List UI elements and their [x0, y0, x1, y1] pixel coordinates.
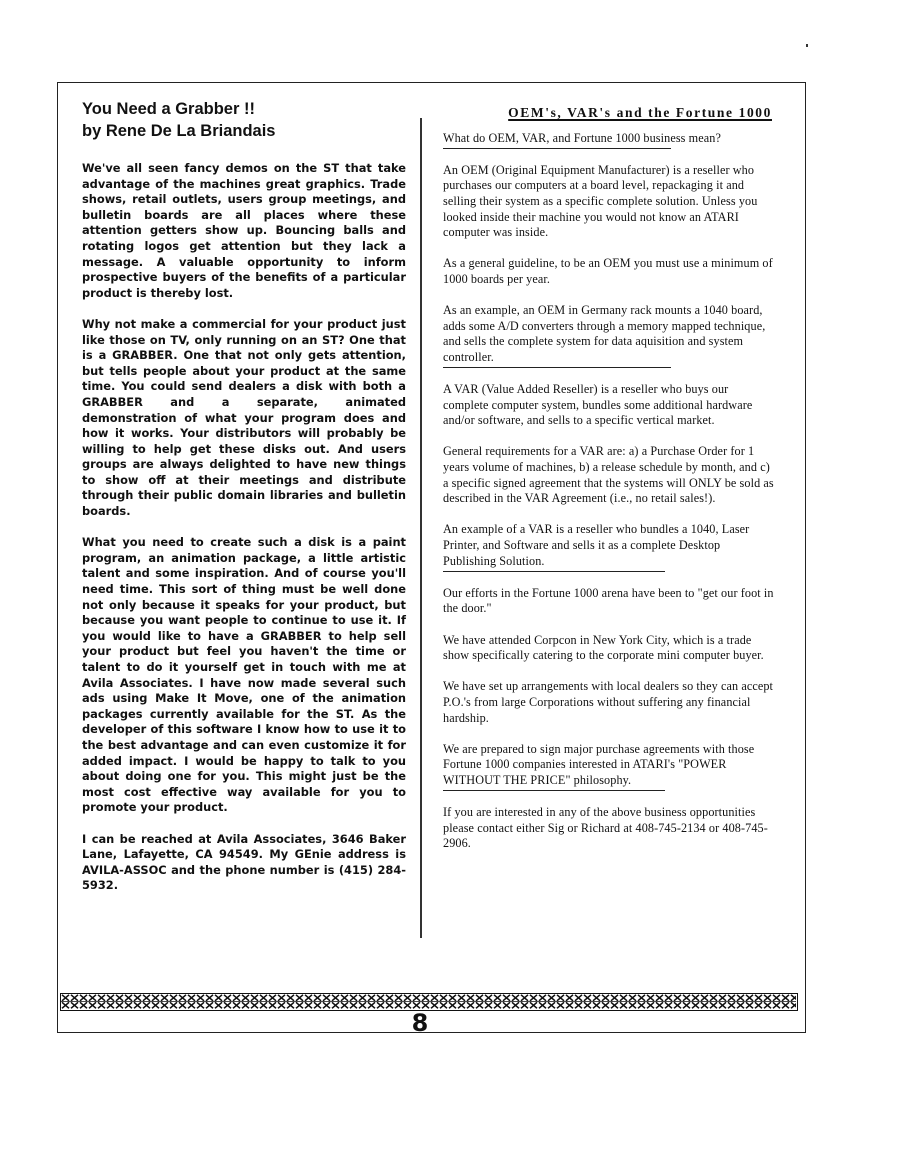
left-article-title: You Need a Grabber !!: [82, 100, 255, 118]
right-paragraph-7: An example of a VAR is a reseller who bundles a 1040, Laser Printer, and Software and sells it as a complete Desktop Publishing Solution.: [443, 522, 750, 568]
right-paragraph-2: An OEM (Original Equipment Manufacturer) is a reseller who purchases our computers at a board level, repackaging it and selling their system as a specific complete solution. Unless you looked inside their machine you would not know an ATARI computer was inside.: [443, 162, 758, 240]
right-article: [443, 105, 776, 868]
left-paragraph-3: What you need to create such a disk is a paint program, an animation package, a little artistic talent and some inspiration. And of course you'll need time. This sort of thing must be well done not only because it speaks for your product, but because you want people to continue to use it. If you would like to have a GRABBER to help sell your product but feel you haven't the time or talent to do it yourself get in touch with me at Avila Associates. I have now made several such ads using Make It Move, one of the animation packages currently available for the ST. As the developer of this software I know how to use it to the best advantage and can even customize it for added impact. I would be happy to talk to you about doing one for you. This might just be the most cost effective way available for you to promote your product.: [82, 535, 406, 815]
left-paragraph-4: I can be reached at Avila Associates, 3646 Baker Lane, Lafayette, CA 94549. My GEnie address is AVILA-ASSOC and the phone number is (415) 284-5932.: [82, 831, 406, 893]
right-paragraph-3: As a general guideline, to be an OEM you must use a minimum of 1000 boards per year.: [443, 256, 773, 286]
page-number: 8: [411, 1009, 429, 1037]
right-paragraph-9: We have attended Corpcon in New York City, which is a trade show specifically catering to the corporate mini computer buyer.: [443, 632, 764, 663]
section-rule: [443, 790, 665, 791]
left-article-byline: by Rene De La Briandais: [82, 122, 276, 140]
decorative-border: [60, 993, 798, 1011]
left-paragraph-2: Why not make a commercial for your product just like those on TV, only running on an ST? One that is a GRABBER. One that not only gets attention, but tells people about your product at the same time. You could send dealers a disk with both a GRABBER and a separate, animated demonstration of what your program does and how it works. Your distributors will probably be willing to help get these disks out. And users groups are always delighted to have new things to show off at their meetings and distribute through their public domain libraries and bulletin boards.: [82, 316, 406, 519]
right-paragraph-11: We are prepared to sign major purchase agreements with those Fortune 1000 companies interested in ATARI's "POWER WITHOUT THE PRICE" philosophy.: [443, 741, 755, 787]
section-rule: [443, 148, 671, 149]
left-paragraph-1: We've all seen fancy demos on the ST that take advantage of the machines great graphics. Trade shows, retail outlets, users group meetings, and bulletin boards are all places where these attention getters show up. Bouncing balls and rotating logos get attention but they lack a message. A valuable opportunity to inform prospective buyers of the benefits of a particular product is thereby lost.: [82, 161, 406, 300]
right-paragraph-8: Our efforts in the Fortune 1000 arena have been to "get our foot in the door.": [443, 585, 774, 616]
right-paragraph-12: If you are interested in any of the above business opportunities please contact either Sig or Richard at 408-745-2134 or 408-745-2906.: [443, 805, 768, 851]
right-paragraph-6: General requirements for a VAR are: a) a Purchase Order for 1 years volume of machines, b) a release schedule by month, and c) a specific signed agreement that the systems will ONLY be sold as described in the VAR Agreement (i.e., no retail sales!).: [443, 444, 774, 506]
right-paragraph-5: A VAR (Value Added Reseller) is a reseller who buys our complete computer system, bundles some additional hardware and/or software, and sells to a specific vertical market.: [443, 382, 753, 428]
left-article: [82, 98, 406, 910]
right-article-title: OEM's, VAR's and the Fortune 1000: [508, 105, 772, 120]
stray-dot: [806, 44, 808, 47]
right-paragraph-1: What do OEM, VAR, and Fortune 1000 business mean?: [443, 130, 721, 145]
column-divider: [420, 118, 422, 938]
right-paragraph-4: As an example, an OEM in Germany rack mounts a 1040 board, adds some A/D converters through a memory mapped technique, and sells the complete system for data aquisition and system controller.: [443, 303, 766, 364]
section-rule: [443, 367, 671, 368]
section-rule: [443, 571, 665, 572]
right-paragraph-10: We have set up arrangements with local dealers so they can accept P.O.'s from large Corporations without suffering any financial hardship.: [443, 679, 774, 725]
